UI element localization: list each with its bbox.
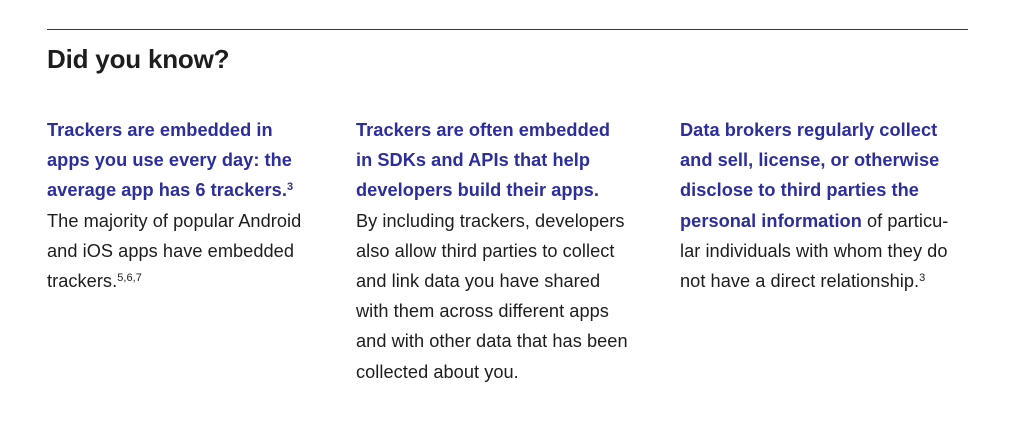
fact-2-highlight-line: Trackers are often embedded [356, 120, 611, 140]
fact-2-body-line: By including trackers, developers [356, 210, 625, 231]
fact-1-highlight-text: average app has 6 trackers. [47, 180, 287, 201]
fact-3-highlight-text: personal information [680, 210, 862, 231]
fact-2-highlight-line: in SDKs and APIs that help [356, 150, 591, 171]
fact-2-body-line: with them across different apps [356, 301, 609, 322]
fact-3-body-line [680, 266, 980, 296]
section-heading: Did you know? [47, 44, 230, 74]
fact-1-body-line [47, 266, 337, 296]
fact-1-highlight-line [47, 175, 337, 205]
fact-1-body-line: and iOS apps have embedded [47, 240, 295, 261]
fact-column-3 [680, 115, 980, 296]
fact-3-footnote-ref: 3 [919, 272, 926, 285]
fact-1-highlight-line: apps you use every day: the [47, 150, 292, 171]
fact-1-body-text: trackers. [47, 271, 118, 292]
fact-2-body-line: also allow third parties to collect [356, 240, 615, 261]
fact-3-highlight-line: Data brokers regularly collect [680, 120, 938, 140]
fact-3-highlight-line: and sell, license, or otherwise [680, 150, 940, 171]
fact-1-body-line: The majority of popular Android [47, 210, 302, 231]
fact-1-highlight-line: Trackers are embedded in [47, 120, 273, 140]
fact-2-body-line: collected about you. [356, 361, 519, 382]
top-divider [47, 29, 968, 30]
fact-1-body-footnote-ref: 5,6,7 [117, 272, 142, 285]
fact-2-body-line: and with other data that has been [356, 331, 628, 352]
fact-2-body-line: and link data you have shared [356, 271, 601, 292]
fact-column-1 [47, 115, 337, 296]
fact-3-body-text: of particu- [861, 210, 949, 231]
fact-3-highlight-line: disclose to third parties the [680, 180, 919, 201]
fact-3-mixed-line [680, 206, 980, 236]
fact-1-footnote-ref: 3 [286, 181, 294, 194]
fact-3-body-line: lar individuals with whom they do [680, 240, 948, 261]
fact-2-highlight-line: developers build their apps. [356, 180, 599, 201]
fact-3-body-text: not have a direct relationship. [680, 271, 920, 292]
fact-column-2 [356, 115, 656, 387]
